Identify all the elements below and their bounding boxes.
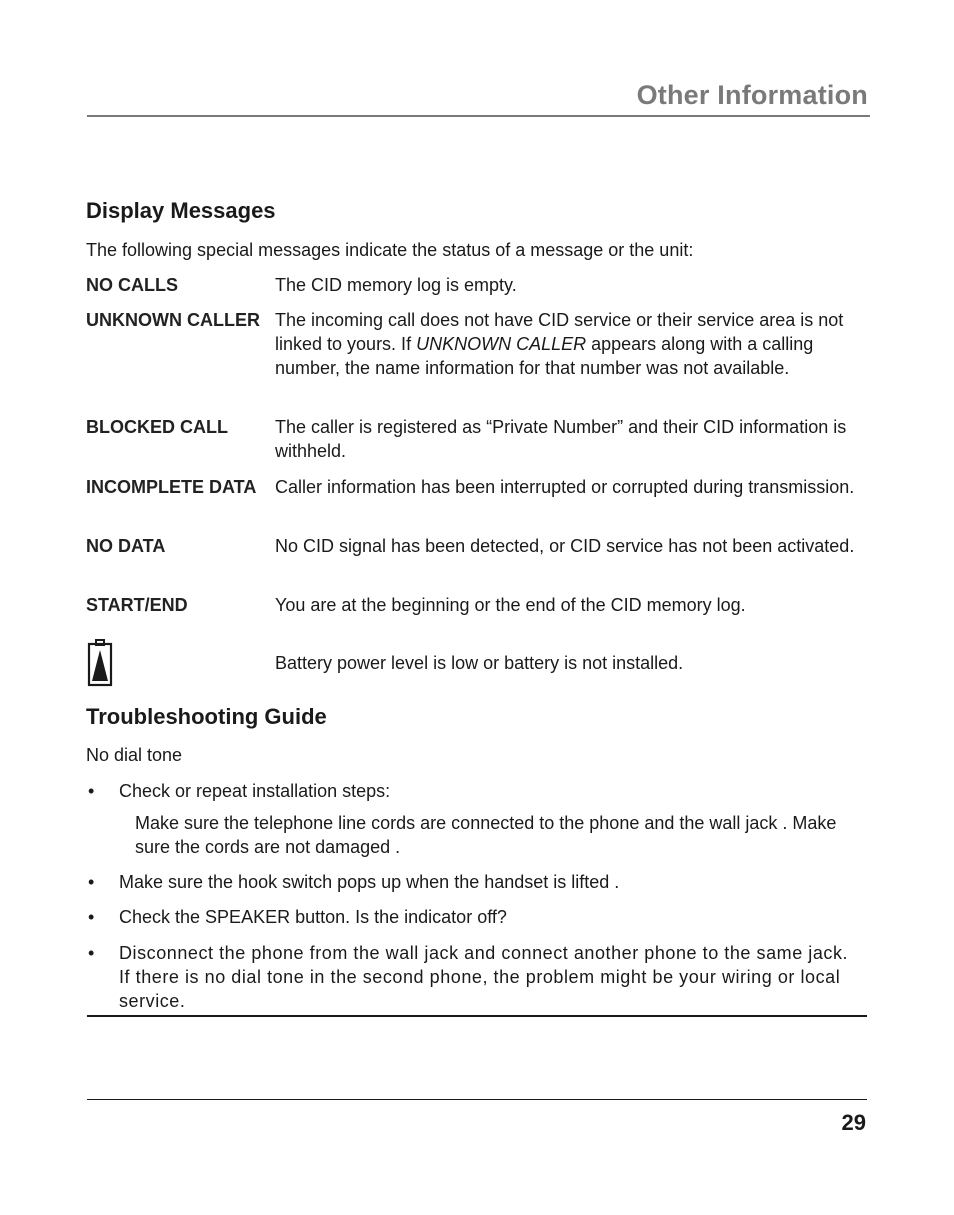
troubleshooting-heading: Troubleshooting Guide [86, 704, 327, 729]
section-end-rule [87, 1015, 867, 1017]
desc-unknown-caller-part1: The incoming call does not have CID service or their service area is not linked to yours. If [275, 310, 844, 354]
bullet-speaker-button: Check the SPEAKER button. Is the indicator off? [119, 907, 507, 927]
term-no-calls: NO CALLS [86, 275, 178, 295]
footer-rule [87, 1099, 867, 1100]
term-blocked-call: BLOCKED CALL [86, 417, 228, 437]
no-dial-tone-subheading: No dial tone [86, 745, 183, 765]
desc-incomplete-data: Caller information has been interrupted or corrupted during transmission. [275, 477, 855, 497]
desc-blocked-call: The caller is registered as “Private Number” and their CID information is withheld. [275, 417, 847, 461]
sub-check-cords: Make sure the telephone line cords are connected to the phone and the wall jack . Make sure the cords are not damaged . [135, 813, 837, 857]
desc-unknown-caller-part2: appears along with a calling number, the name information for that number was not available. [275, 334, 814, 378]
battery-low-icon [87, 639, 113, 687]
term-no-data: NO DATA [86, 536, 166, 556]
display-messages-heading: Display Messages [86, 198, 276, 223]
bullet-marker: • [88, 872, 95, 892]
page-number: 29 [841, 1110, 866, 1135]
term-start-end: START/END [86, 595, 188, 615]
bullet-disconnect-phone: Disconnect the phone from the wall jack and connect another phone to the same jack. If there is no dial tone in the second phone, the problem might be your wiring or local service. [119, 943, 849, 1011]
bullet-marker: • [88, 781, 95, 801]
bullet-check-installation: Check or repeat installation steps: [119, 781, 391, 801]
desc-battery-low: Battery power level is low or battery is not installed. [275, 653, 684, 673]
desc-no-calls: The CID memory log is empty. [275, 275, 517, 295]
display-messages-intro: The following special messages indicate the status of a message or the unit: [86, 240, 694, 260]
bullet-marker: • [88, 943, 95, 963]
bullet-hook-switch: Make sure the hook switch pops up when the handset is lifted . [119, 872, 620, 892]
term-incomplete-data: INCOMPLETE DATA [86, 477, 257, 497]
desc-unknown-caller [275, 308, 855, 380]
section-header-title: Other Information [636, 80, 868, 110]
bullet-marker: • [88, 907, 95, 927]
term-unknown-caller: UNKNOWN CALLER [86, 310, 260, 330]
desc-start-end: You are at the beginning or the end of the CID memory log. [275, 595, 746, 615]
desc-no-data: No CID signal has been detected, or CID service has not been activated. [275, 536, 855, 556]
header-rule [87, 115, 870, 117]
desc-unknown-caller-italic: UNKNOWN CALLER [416, 334, 587, 354]
